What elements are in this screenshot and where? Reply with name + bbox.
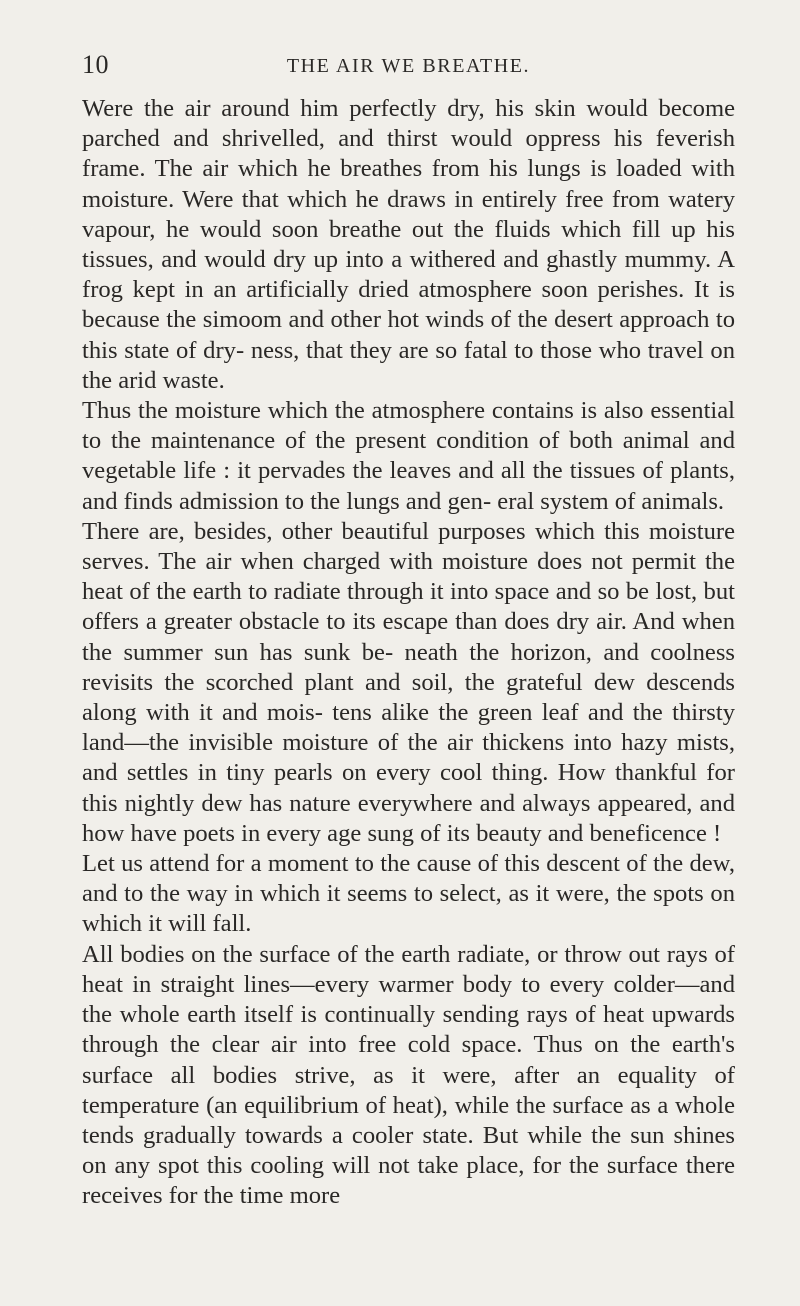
paragraph: Were the air around him perfectly dry, his skin would become parched and shrivelled, and thirst would oppress his feverish frame. The air which he breathes from his lungs is loaded with moisture. Were that which he draws in entirely free from watery vapour, he would soon breathe out the fluids which fill up his tissues, and would dry up into a withered and ghastly mummy. A frog kept in an artificially dried atmosphere soon perishes. It is because the simoom and other hot winds of the desert approach to this state of dry- ness, that they are so fatal to those who travel on the arid waste. — [82, 95, 735, 394]
body-text — [82, 94, 735, 1212]
page-number: 10 — [82, 50, 109, 79]
paragraph: Thus the moisture which the atmosphere contains is also essential to the maintenance of the present condition of both animal and vegetable life : it pervades the leaves and all the tissues of plants, and finds admission to the lungs and gen- eral system of animals. — [82, 397, 735, 515]
running-title: THE AIR WE BREATHE. — [286, 55, 531, 77]
page-header — [82, 50, 735, 80]
paragraph: There are, besides, other beautiful purposes which this moisture serves. The air when charged with moisture does not permit the heat of the earth to radiate through it into space and so be lost, but offers a greater obstacle to its escape than does dry air. And when the summer sun has sunk be- neath the horizon, and coolness revisits the scorched plant and soil, the grateful dew descends along with it and mois- tens alike the green leaf and the thirsty land—the invisible moisture of the air thickens into hazy mists, and settles in tiny pearls on every cool thing. How thankful for this nightly dew has nature everywhere and always appeared, and how have poets in every age sung of its beauty and beneficence ! — [82, 517, 735, 847]
paragraph: All bodies on the surface of the earth radiate, or throw out rays of heat in straight lines—every warmer body to every colder—and the whole earth itself is continually sending rays of heat upwards through the clear air into free cold space. Thus on the earth's surface all bodies strive, as it were, after an equality of temperature (an equilibrium of heat), while the surface as a whole tends gradually towards a cooler state. But while the sun shines on any spot this cooling will not take place, for the surface there receives for the time more — [82, 940, 735, 1210]
paragraph: Let us attend for a moment to the cause of this descent of the dew, and to the way in which it seems to select, as it were, the spots on which it will fall. — [82, 850, 735, 938]
